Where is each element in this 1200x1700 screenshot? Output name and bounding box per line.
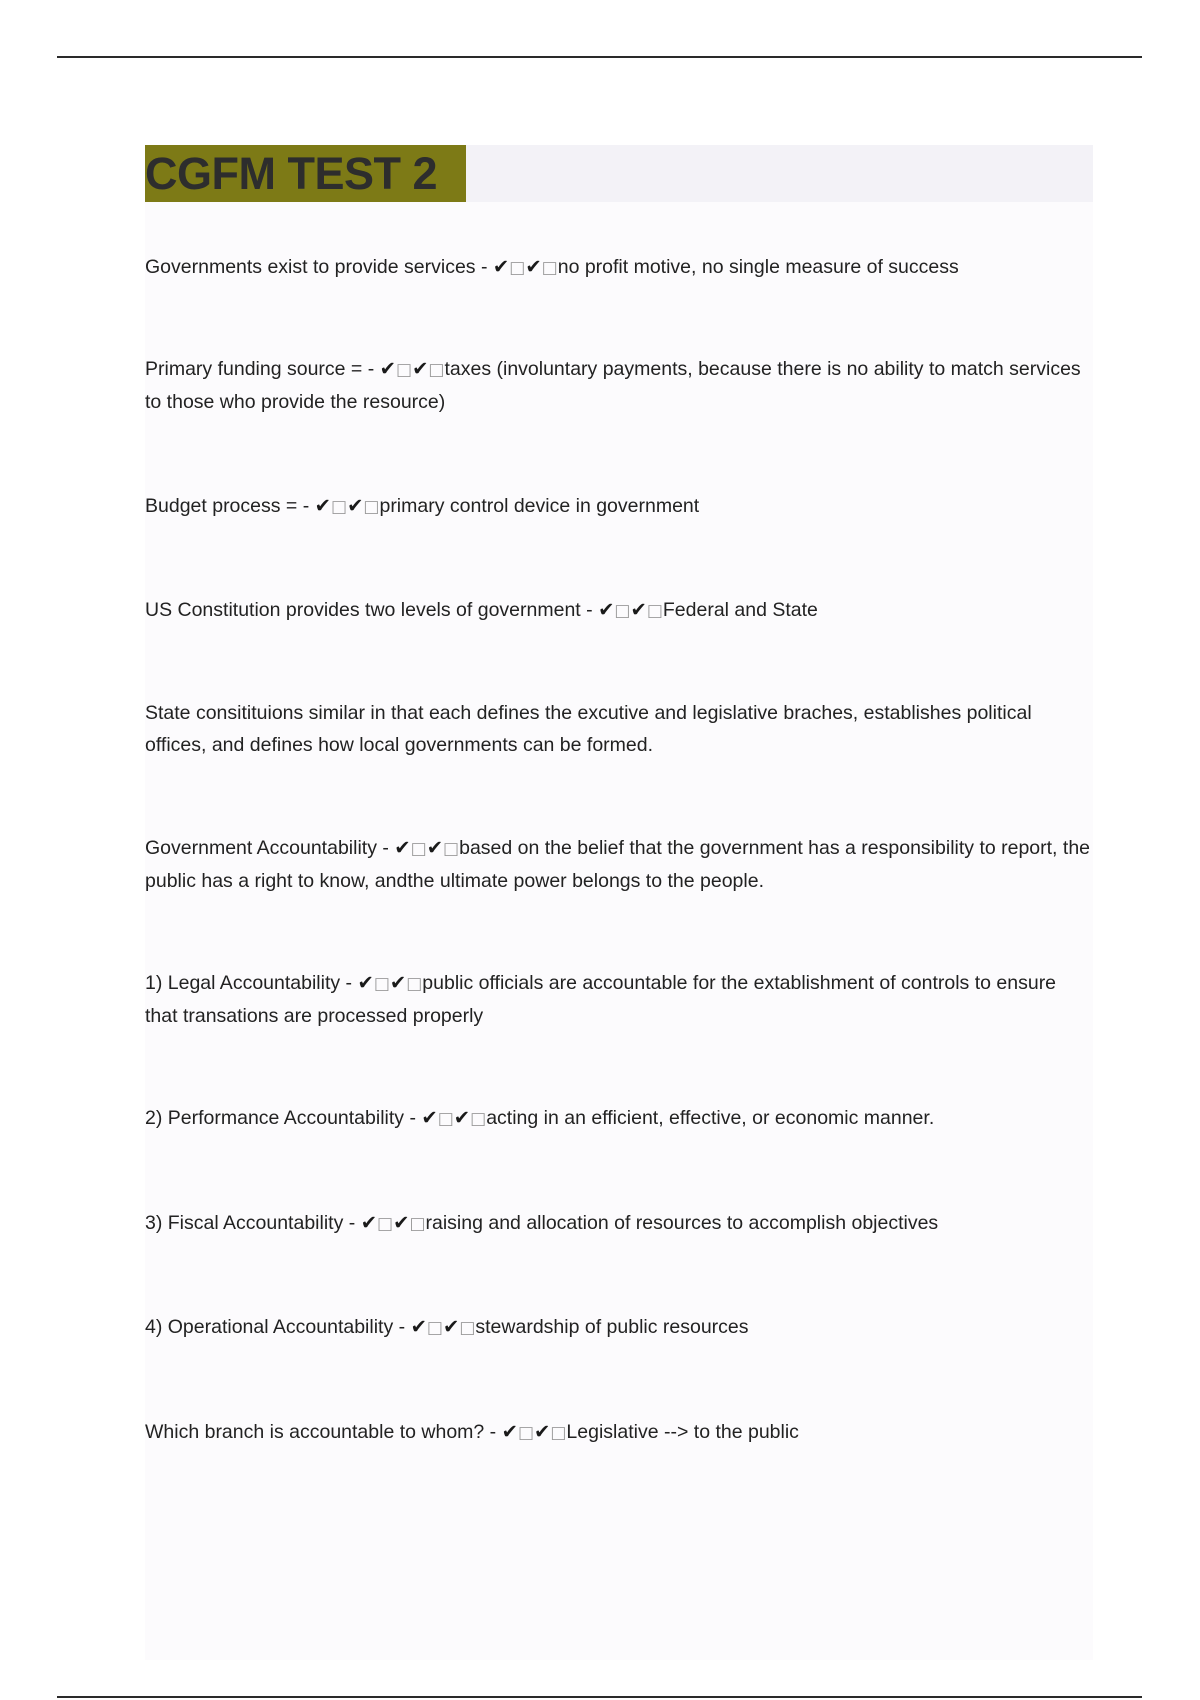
box-icon: □ [541, 258, 558, 278]
entry-question: 1) Legal Accountability [145, 972, 341, 994]
entry-question: Which branch is accountable to whom? [145, 1421, 485, 1443]
qa-entry [145, 1207, 1093, 1240]
entry-answer: raising and allocation of resources to accomplish objectives [425, 1212, 939, 1234]
check-icon: ✔ [357, 971, 374, 994]
check-icon: ✔ [412, 357, 429, 380]
entry-separator: - [340, 972, 358, 994]
box-icon: □ [550, 1423, 567, 1443]
entry-answer: taxes (involuntary payments, because there is no ability to match services to those who provide the resource) [145, 358, 1081, 413]
entry-question: US Constitution provides two levels of government [145, 599, 581, 621]
check-icon: ✔ [393, 1211, 410, 1234]
qa-entry [145, 1311, 1093, 1344]
qa-entry [145, 353, 1093, 418]
document-title: CGFM TEST 2 [145, 145, 466, 202]
entry-question: 3) Fiscal Accountability [145, 1212, 344, 1234]
box-icon: □ [428, 360, 445, 380]
entry-separator: - [580, 599, 599, 621]
check-icon: ✔ [389, 971, 407, 994]
check-icon: ✔ [598, 598, 615, 621]
entry-answer: Legislative --> to the public [566, 1421, 799, 1443]
qa-entry [145, 697, 1093, 761]
document-page [145, 145, 1093, 1660]
check-icon: ✔ [492, 255, 510, 278]
check-icon: ✔ [534, 1420, 551, 1443]
entry-answer: primary control device in government [379, 495, 700, 517]
entry-answer: Federal and State [662, 599, 818, 621]
box-icon: □ [443, 839, 460, 859]
box-icon: □ [426, 1318, 443, 1338]
box-icon: □ [409, 1214, 426, 1234]
entry-separator: - [475, 256, 493, 278]
entry-separator: - [484, 1421, 502, 1443]
entry-question: 2) Performance Accountability [145, 1107, 405, 1129]
box-icon: □ [646, 601, 663, 621]
entry-question: State consitituions similar in that each defines the excutive and legislative braches, establishes political offices, and defines how local governments can be formed. [145, 702, 1032, 756]
check-icon: ✔ [453, 1106, 471, 1129]
entry-separator: - [302, 495, 315, 517]
check-icon: ✔ [442, 1315, 460, 1338]
box-icon: □ [331, 497, 348, 517]
check-icon: ✔ [426, 836, 444, 859]
bottom-rule [57, 1696, 1142, 1698]
qa-entry [145, 1416, 1093, 1449]
check-icon: ✔ [501, 1420, 518, 1443]
qa-entry [145, 1102, 1093, 1135]
box-icon: □ [406, 974, 423, 994]
qa-entry [145, 490, 1093, 523]
box-icon: □ [509, 258, 526, 278]
entry-separator: - [367, 358, 380, 380]
entry-separator: - [376, 837, 395, 859]
entry-separator: - [404, 1107, 422, 1129]
check-icon: ✔ [525, 255, 542, 278]
box-icon: □ [396, 360, 413, 380]
entry-answer: public officials are accountable for the extablishment of controls to ensure that transations are processed properly [145, 972, 1057, 1027]
entry-separator: - [343, 1212, 361, 1234]
box-icon: □ [517, 1423, 535, 1443]
entry-answer: based on the belief that the government has a responsibility to report, the public has a right to know, andthe ultimate power belongs to the people. [145, 837, 1091, 892]
box-icon: □ [459, 1318, 476, 1338]
qa-entry [145, 832, 1093, 897]
check-icon: ✔ [410, 1315, 427, 1338]
check-icon: ✔ [394, 836, 411, 859]
entry-question: Primary funding source = [145, 358, 368, 380]
entry-question: 4) Operational Accountability [145, 1316, 394, 1338]
check-icon: ✔ [314, 494, 331, 517]
box-icon: □ [410, 839, 427, 859]
box-icon: □ [437, 1109, 454, 1129]
box-icon: □ [377, 1214, 394, 1234]
entry-answer: no profit motive, no single measure of success [557, 256, 959, 278]
entry-question: Budget process = [145, 495, 303, 517]
top-rule [57, 56, 1142, 58]
check-icon: ✔ [421, 1106, 438, 1129]
qa-entry [145, 251, 1093, 284]
box-icon: □ [373, 974, 390, 994]
box-icon: □ [470, 1109, 487, 1129]
entry-question: Government Accountability [145, 837, 377, 859]
box-icon: □ [614, 601, 631, 621]
box-icon: □ [363, 497, 380, 517]
qa-entry [145, 594, 1093, 627]
entry-answer: stewardship of public resources [475, 1316, 749, 1338]
check-icon: ✔ [347, 494, 364, 517]
check-icon: ✔ [360, 1211, 378, 1234]
check-icon: ✔ [379, 357, 396, 380]
entry-question: Governments exist to provide services [145, 256, 476, 278]
entry-separator: - [393, 1316, 411, 1338]
entry-answer: acting in an efficient, effective, or economic manner. [486, 1107, 935, 1129]
qa-entry [145, 967, 1093, 1032]
check-icon: ✔ [630, 598, 647, 621]
